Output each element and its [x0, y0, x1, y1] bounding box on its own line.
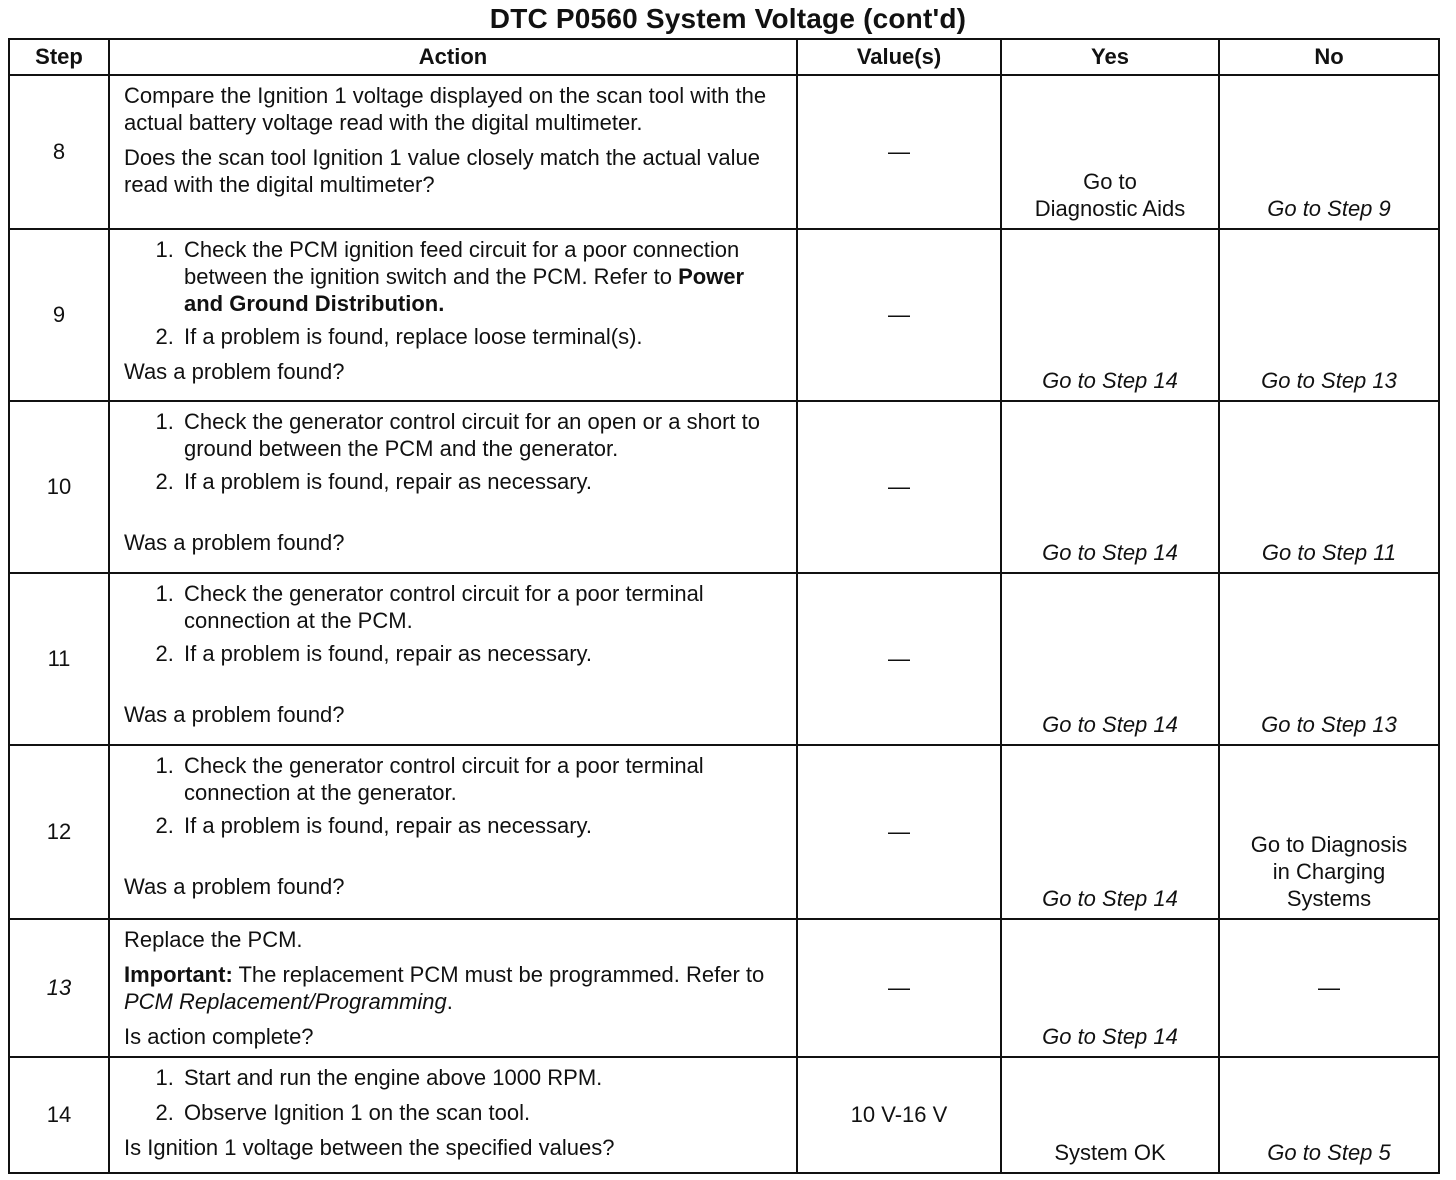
header-values: Value(s) [797, 39, 1001, 75]
table-row [9, 75, 1439, 229]
no-cell: Go to Step 13 [1219, 573, 1439, 745]
yes-cell: Go to Step 14 [1001, 401, 1219, 573]
reference-link: Power and Ground Distribution. [184, 264, 745, 316]
step-number: 11 [9, 573, 109, 745]
action-item: 1. Check the generator control circuit for a poor terminal connection at the PCM. [180, 580, 784, 634]
step-number: 10 [9, 401, 109, 573]
yes-cell: Go to Step 14 [1001, 919, 1219, 1057]
value-cell: — [797, 75, 1001, 229]
value-cell: — [797, 919, 1001, 1057]
yes-cell [1001, 75, 1219, 229]
yes-cell: System OK [1001, 1057, 1219, 1173]
header-step: Step [9, 39, 109, 75]
action-question: Is Ignition 1 voltage between the specified values? [124, 1135, 615, 1160]
action-item: 2. If a problem is found, repair as necessary. [180, 812, 784, 839]
no-cell [1219, 745, 1439, 919]
action-question: Was a problem found? [124, 530, 345, 555]
diagnostic-table [8, 38, 1440, 1174]
action-cell [109, 401, 797, 573]
table-row [9, 573, 1439, 745]
step-number: 13 [9, 919, 109, 1057]
action-question: Was a problem found? [124, 702, 345, 727]
action-item: 2. If a problem is found, replace loose terminal(s). [180, 323, 784, 350]
step-number: 12 [9, 745, 109, 919]
action-item: 1. Start and run the engine above 1000 RPM. [180, 1064, 784, 1091]
value-cell: — [797, 401, 1001, 573]
action-question: Was a problem found? [124, 874, 345, 899]
header-no: No [1219, 39, 1439, 75]
yes-cell: Go to Step 14 [1001, 745, 1219, 919]
action-cell [109, 745, 797, 919]
action-question: Was a problem found? [124, 359, 345, 384]
reference-link: PCM Replacement/Programming [124, 989, 447, 1014]
no-cell: Go to Step 13 [1219, 229, 1439, 401]
action-item: 2. Observe Ignition 1 on the scan tool. [180, 1099, 784, 1126]
header-row [9, 39, 1439, 75]
value-cell: — [797, 573, 1001, 745]
important-label: Important: [124, 962, 233, 987]
action-cell [109, 573, 797, 745]
yes-cell: Go to Step 14 [1001, 573, 1219, 745]
table-row [9, 229, 1439, 401]
yes-cell: Go to Step 14 [1001, 229, 1219, 401]
no-cell: Go to Step 9 [1219, 75, 1439, 229]
action-cell [109, 75, 797, 229]
step-number: 9 [9, 229, 109, 401]
value-cell: 10 V-16 V [797, 1057, 1001, 1173]
yes-text: Go to Diagnostic Aids [1034, 169, 1186, 221]
action-item: 1. Check the generator control circuit for an open or a short to ground between the PCM and the generator. [180, 408, 784, 462]
value-cell: — [797, 745, 1001, 919]
table-row [9, 919, 1439, 1057]
table-row [9, 401, 1439, 573]
step-number: 14 [9, 1057, 109, 1173]
action-text: Replace the PCM. [124, 927, 303, 952]
action-question: Does the scan tool Ignition 1 value closely match the actual value read with the digital multimeter? [124, 145, 760, 197]
action-item: 2. If a problem is found, repair as necessary. [180, 640, 784, 667]
no-text: Go to Diagnosis in Charging Systems [1250, 832, 1408, 911]
table-row [9, 1057, 1439, 1173]
value-cell: — [797, 229, 1001, 401]
important-note: Important: The replacement PCM must be programmed. Refer to PCM Replacement/Programming. [124, 962, 765, 1014]
no-cell: — [1219, 919, 1439, 1057]
action-text: Compare the Ignition 1 voltage displayed on the scan tool with the actual battery voltage read with the digital multimeter. [124, 83, 767, 135]
action-item: 1. Check the PCM ignition feed circuit for a poor connection between the ignition switch and the PCM. Refer to Power and Ground Distribution. [180, 236, 784, 317]
step-number: 8 [9, 75, 109, 229]
action-item: 1. Check the generator control circuit for a poor terminal connection at the generator. [180, 752, 784, 806]
header-yes: Yes [1001, 39, 1219, 75]
header-action: Action [109, 39, 797, 75]
action-question: Is action complete? [124, 1024, 314, 1049]
no-cell: Go to Step 5 [1219, 1057, 1439, 1173]
action-item: 2. If a problem is found, repair as necessary. [180, 468, 784, 495]
action-cell [109, 229, 797, 401]
page-title: DTC P0560 System Voltage (cont'd) [489, 3, 967, 34]
action-cell [109, 919, 797, 1057]
no-cell: Go to Step 11 [1219, 401, 1439, 573]
action-cell [109, 1057, 797, 1173]
table-row [9, 745, 1439, 919]
